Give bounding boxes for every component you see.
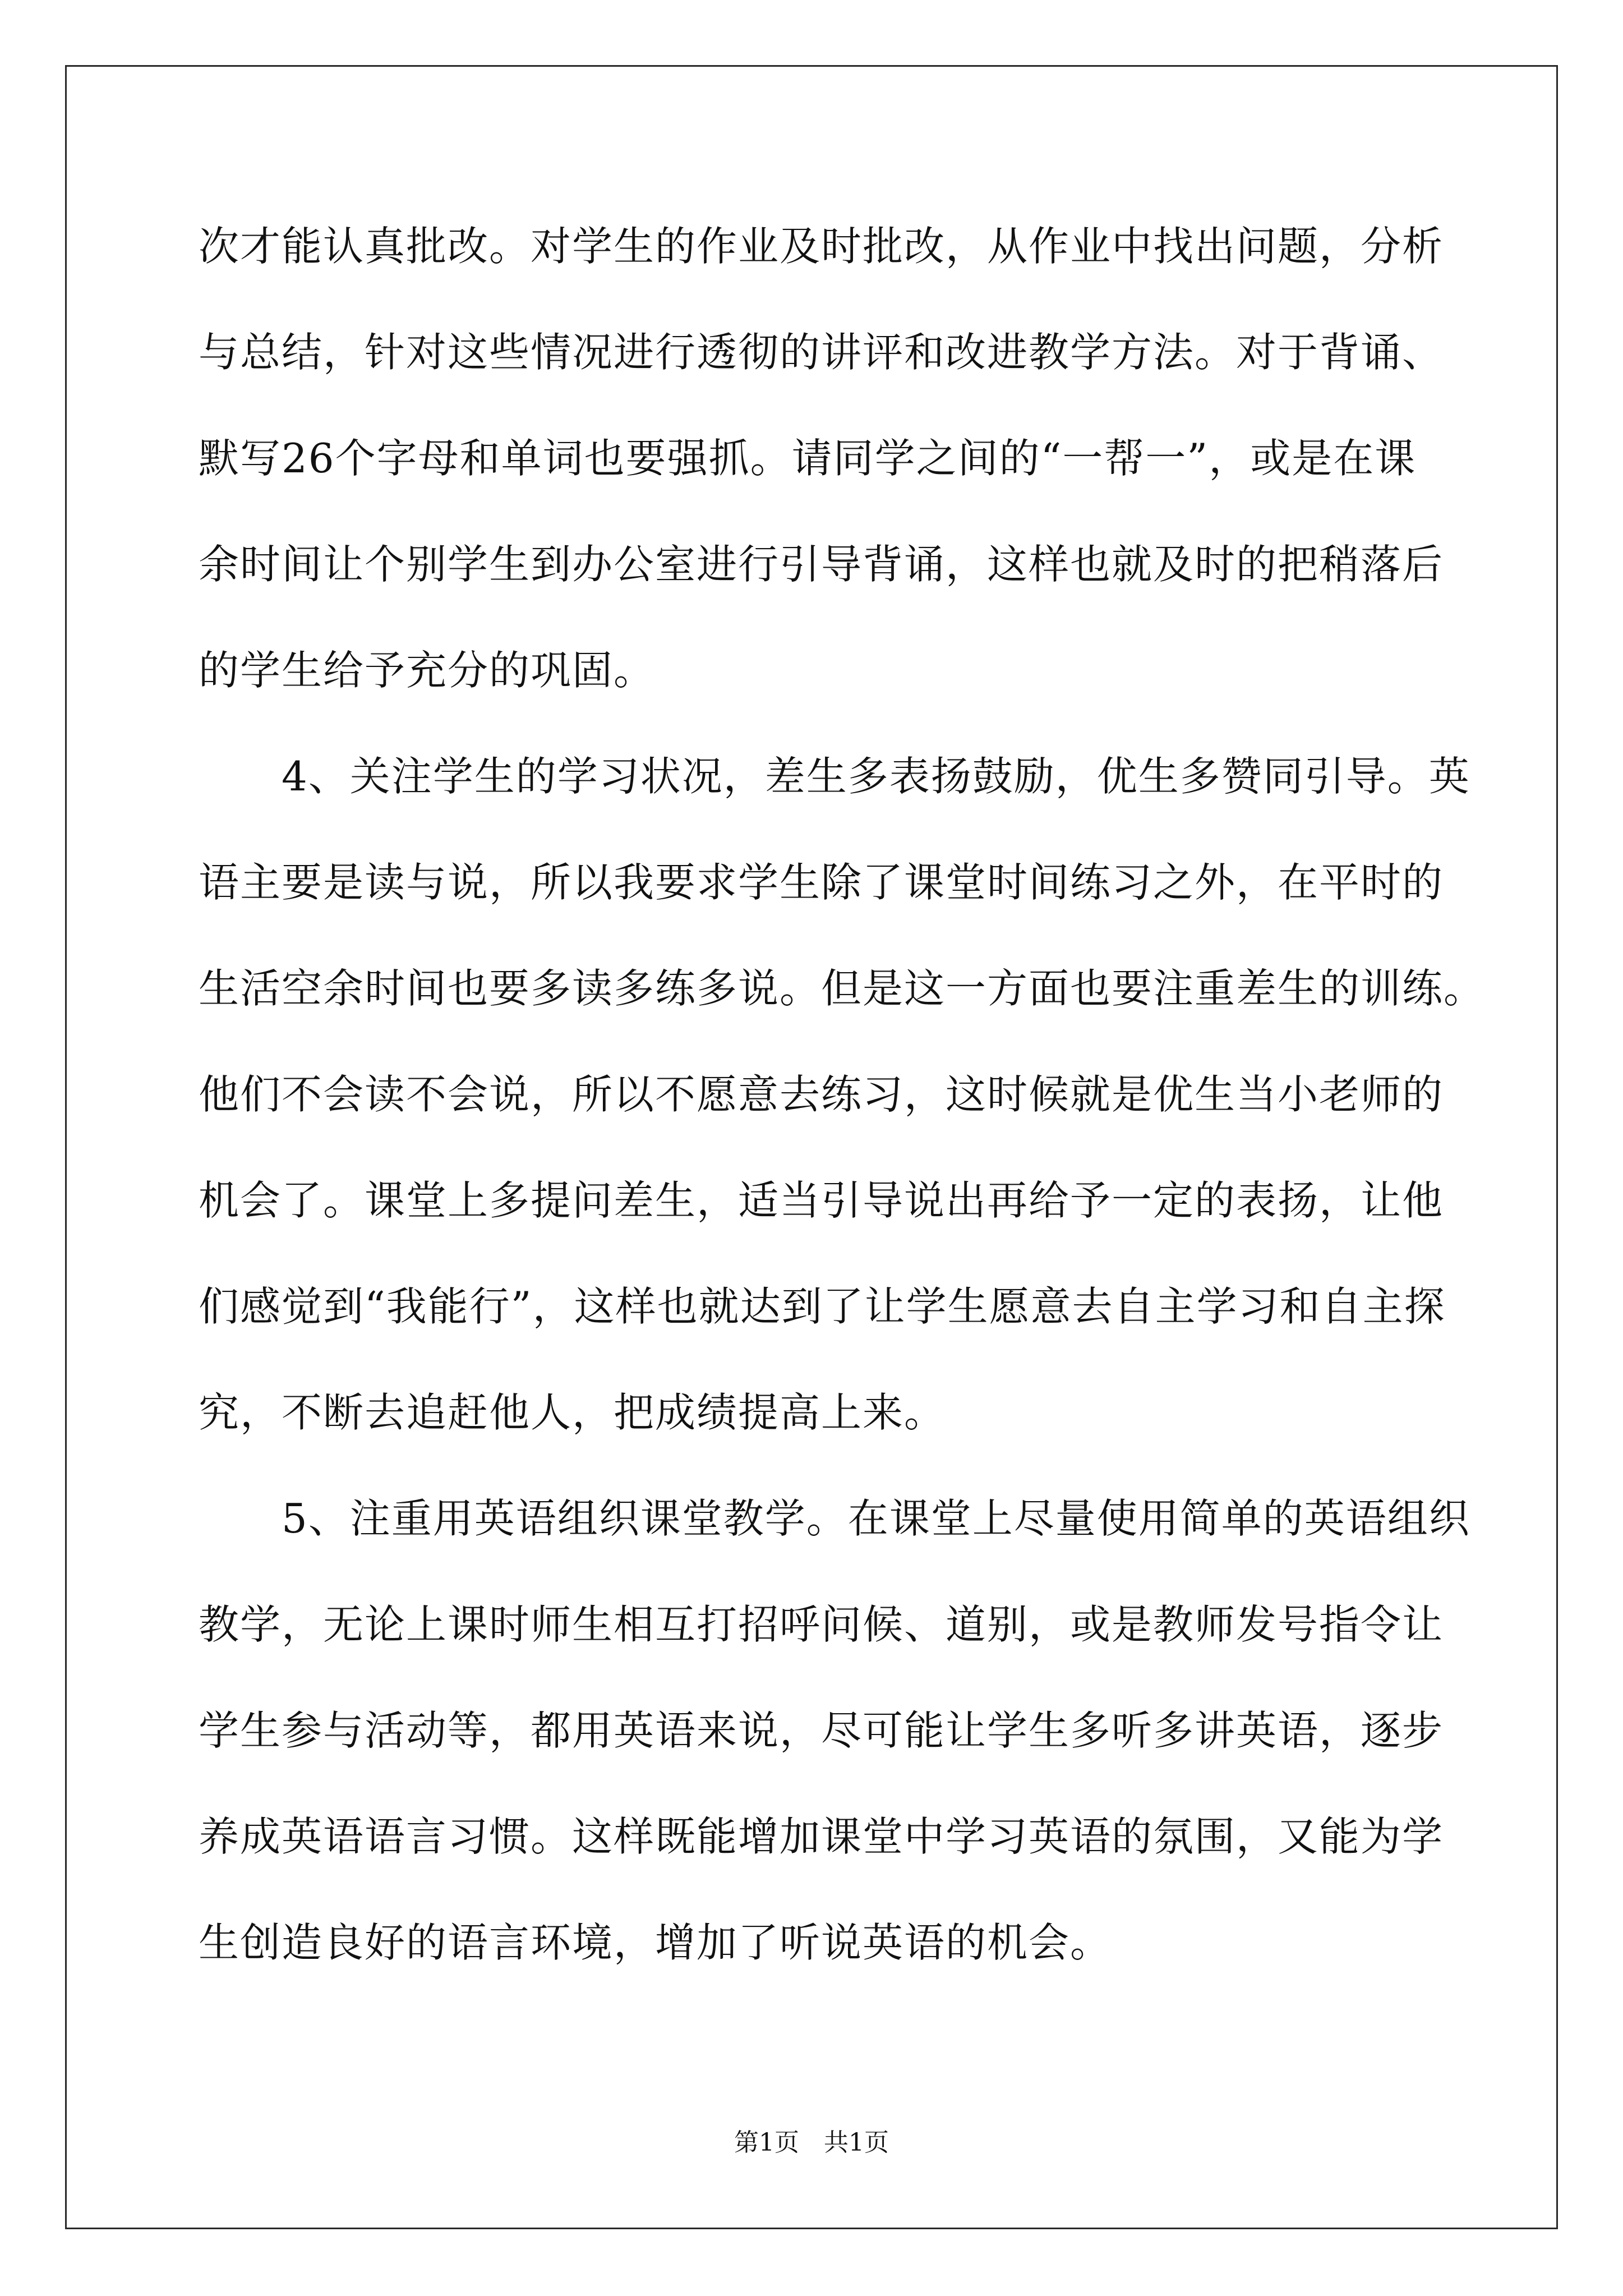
- text-line: 语主要是读与说，所以我要求学生除了课堂时间练习之外，在平时的: [199, 859, 1444, 906]
- text-line: 默写26个字母和单词也要强抓。请同学之间的“一帮一”，或是在课: [199, 435, 1417, 482]
- text-line: 次才能认真批改。对学生的作业及时批改，从作业中找出问题，分析: [199, 223, 1444, 270]
- text-line: 生创造良好的语言环境，增加了听说英语的机会。: [199, 1919, 1112, 1966]
- text-line: 究，不断去追赶他人，把成绩提高上来。: [199, 1389, 946, 1436]
- text-line: 教学，无论上课时师生相互打招呼问候、道别，或是教师发号指令让: [199, 1601, 1444, 1648]
- text-line: 余时间让个别学生到办公室进行引导背诵，这样也就及时的把稍落后: [199, 541, 1444, 588]
- text-line: 养成英语语言习惯。这样既能增加课堂中学习英语的氛围，又能为学: [199, 1813, 1444, 1860]
- text-line: 的学生给予充分的巩固。: [199, 647, 656, 694]
- text-line: 他们不会读不会说，所以不愿意去练习，这时候就是优生当小老师的: [199, 1071, 1444, 1118]
- page-number-footer: 第1页 共1页: [734, 2128, 889, 2157]
- text-line: 与总结，针对这些情况进行透彻的讲评和改进教学方法。对于背诵、: [199, 329, 1444, 376]
- document-body: [199, 220, 1486, 1969]
- text-line: 机会了。课堂上多提问差生，适当引导说出再给予一定的表扬，让他: [199, 1177, 1444, 1224]
- text-line: 学生参与活动等，都用英语来说，尽可能让学生多听多讲英语，逐步: [199, 1707, 1444, 1754]
- text-line: 生活空余时间也要多读多练多说。但是这一方面也要注重差生的训练。: [199, 965, 1486, 1012]
- paragraph-start-line: 5、注重用英语组织课堂教学。在课堂上尽量使用简单的英语组织: [199, 1495, 1470, 1542]
- paragraph-start-line: 4、关注学生的学习状况，差生多表扬鼓励，优生多赞同引导。英: [199, 753, 1470, 800]
- text-line: 们感觉到“我能行”，这样也就达到了让学生愿意去自主学习和自主探: [199, 1283, 1446, 1330]
